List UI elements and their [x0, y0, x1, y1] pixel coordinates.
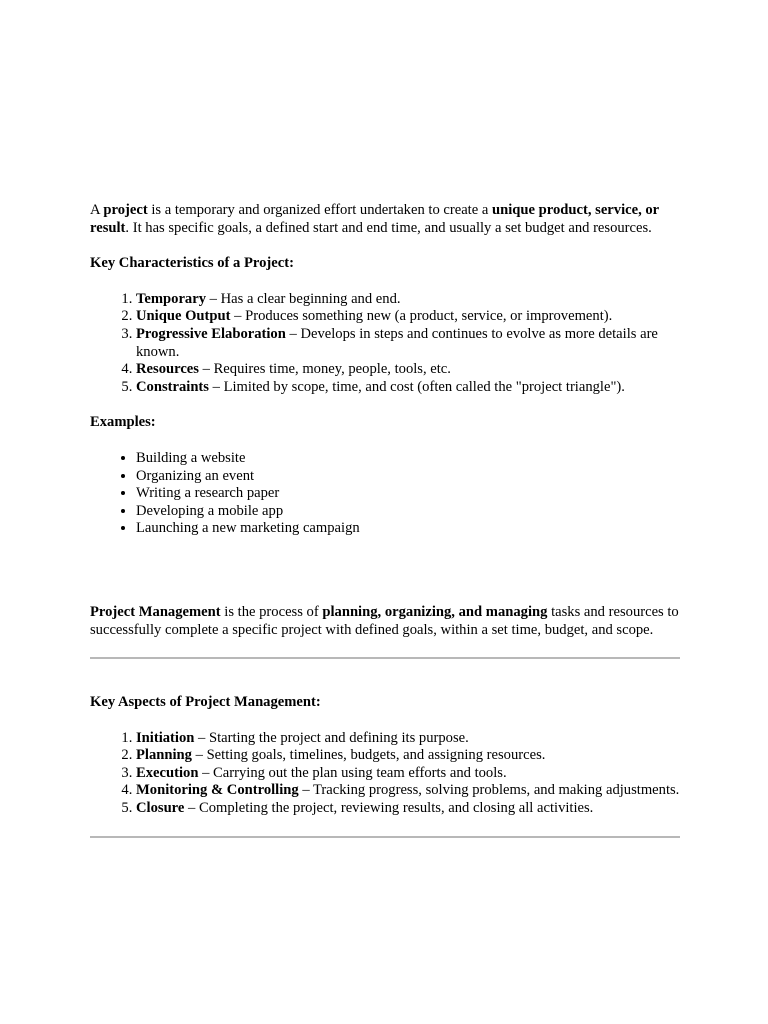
- examples-heading: Examples:: [90, 414, 156, 431]
- list-item: • Writing a research paper: [136, 485, 680, 503]
- item-term: Unique Output: [136, 308, 231, 325]
- item-desc: – Tracking progress, solving problems, and making adjustments.: [298, 782, 680, 799]
- list-item: [136, 765, 680, 783]
- pm-text-2: tasks and resources to successfully complete a specific project with defined goals, within a set time, budget, and scope.: [90, 603, 679, 638]
- item-desc: – Produces something new (a product, service, or improvement).: [230, 308, 613, 325]
- item-desc: – Completing the project, reviewing results, and closing all activities.: [184, 800, 594, 817]
- intro-term-unique: unique product, service, or result: [90, 202, 659, 236]
- pm-term: Project Management: [90, 603, 221, 620]
- list-item: [136, 291, 680, 309]
- intro-term-project: project: [103, 202, 148, 218]
- list-item: • Organizing an event: [136, 468, 680, 486]
- item-term: Constraints: [136, 378, 209, 395]
- list-item: [136, 379, 680, 397]
- divider-wrap: [90, 836, 680, 838]
- item-term: Initiation: [136, 729, 195, 746]
- horizontal-divider: [90, 657, 680, 659]
- characteristics-list: [90, 291, 680, 397]
- intro-text-3: . It has specific goals, a defined start and end time, and usually a set budget and resources.: [125, 219, 652, 236]
- list-item: • Building a website: [136, 450, 680, 468]
- aspects-list: [90, 730, 680, 818]
- item-desc: – Carrying out the plan using team efforts and tools.: [198, 764, 507, 781]
- list-item: [136, 747, 680, 765]
- divider-wrap: [90, 657, 680, 659]
- list-item: • Developing a mobile app: [136, 503, 680, 521]
- intro-text-2: is a temporary and organized effort undertaken to create a: [147, 202, 492, 218]
- document-page: [90, 202, 680, 838]
- item-desc: – Limited by scope, time, and cost (often called the "project triangle").: [208, 378, 625, 395]
- item-term: Execution: [136, 764, 199, 781]
- list-item: [136, 326, 680, 361]
- item-term: Resources: [136, 361, 199, 378]
- characteristics-heading: Key Characteristics of a Project:: [90, 255, 294, 272]
- section-spacer: [90, 556, 680, 604]
- intro-paragraph: [90, 202, 680, 237]
- list-item: [136, 730, 680, 748]
- list-item: [136, 782, 680, 800]
- item-desc: – Requires time, money, people, tools, etc.: [198, 361, 451, 378]
- item-term: Temporary: [136, 290, 206, 307]
- item-term: Planning: [136, 747, 192, 764]
- examples-list: [90, 450, 680, 538]
- list-item: [136, 308, 680, 326]
- aspects-heading: Key Aspects of Project Management:: [90, 694, 321, 711]
- item-term: Progressive Elaboration: [136, 325, 286, 342]
- pm-paragraph: [90, 604, 680, 639]
- pm-term-planning: planning, organizing, and managing: [322, 603, 548, 620]
- item-desc: – Starting the project and defining its purpose.: [194, 729, 469, 746]
- pm-text-1: is the process of: [220, 603, 323, 620]
- item-desc: – Has a clear beginning and end.: [206, 290, 401, 307]
- list-item: • Launching a new marketing campaign: [136, 520, 680, 538]
- list-item: [136, 361, 680, 379]
- intro-text-1: A: [90, 202, 104, 218]
- list-item: [136, 800, 680, 818]
- horizontal-divider: [90, 836, 680, 838]
- item-desc: – Develops in steps and continues to evolve as more details are known.: [136, 325, 658, 360]
- item-term: Closure: [136, 800, 185, 817]
- item-desc: – Setting goals, timelines, budgets, and assigning resources.: [191, 747, 546, 764]
- item-term: Monitoring & Controlling: [136, 782, 299, 799]
